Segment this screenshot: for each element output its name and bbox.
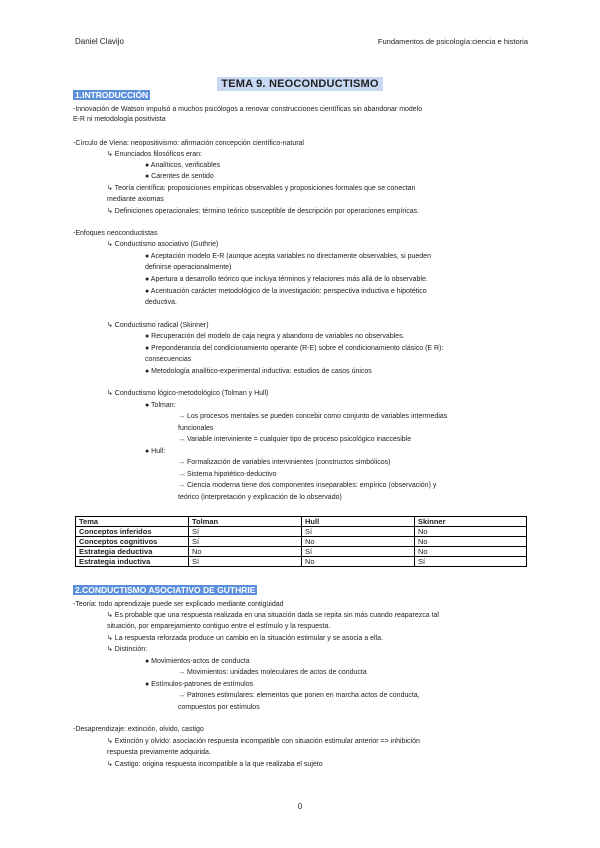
text-line: ● Analíticos, verificables [145,162,221,169]
text-line: ↳ Extinción y olvido: asociación respuesta incompatible con situación estimular anterior => inhibición [107,738,420,745]
table-cell: No [415,537,527,547]
table-cell: No [415,547,527,557]
table-cell: Conceptos cognitivos [76,537,189,547]
text-line: → Formalización de variables intervinientes (constructos simbólicos) [178,459,391,466]
table-header-cell: Tema [76,517,189,527]
text-line: ↳ Conductismo asociativo (Guthrie) [107,241,219,248]
table-header-cell: Hull [302,517,415,527]
text-line: ● Tolman: [145,402,176,409]
text-line: ● Movimientos-actos de conducta [145,658,250,665]
table-header-cell: Skinner [415,517,527,527]
text-line: ● Hull: [145,448,166,455]
comparison-table [75,516,527,567]
text-line: → Los procesos mentales se pueden concebir como conjunto de variables intermedias [178,413,448,420]
table-cell: No [415,527,527,537]
text-line: funcionales [178,425,214,432]
table-cell: Conceptos inferidos [76,527,189,537]
table-cell: Sí [302,547,415,557]
text-line: ↳ La respuesta reforzada produce un cambio en la situación estimular y se asocia a ella. [107,635,383,642]
table-cell: Estrategia deductiva [76,547,189,557]
table-row [76,527,527,537]
text-line: E-R ni metodología positivista [73,116,166,123]
text-line: ● Carentes de sentido [145,173,214,180]
text-line: -Círculo de Viena: neopositivismo: afirmación concepción científico-natural [73,140,304,147]
table-cell: No [302,557,415,567]
page-number: 0 [297,802,303,811]
text-line: ↳ Teoría científica: proposiciones empíricas observables y proposiciones formales que se conectan [107,185,416,192]
text-line: -Innovación de Watson impulsó a muchos psicólogos a renovar construcciones científicas sin abandonar modelo [73,106,423,113]
table-cell: Sí [189,537,302,547]
text-line: ● Apertura a desarrollo teórico que incluya términos y relaciones más allá de lo observable. [145,276,428,283]
text-line: ● Estímulos-patrones de estímulos [145,681,254,688]
text-line: → Sistema hipotético-deductivo [178,471,277,478]
text-line: -Enfoques neoconductistas [73,230,158,237]
table-row [76,557,527,567]
table-row [76,537,527,547]
table-cell: Sí [189,557,302,567]
text-line: respuesta previamente adquirida. [107,749,211,756]
text-line: ↳ Enunciados filosóficos eran: [107,151,202,158]
text-line: -Teoría: todo aprendizaje puede ser explicado mediante contigüidad [73,601,284,608]
text-line: ● Acentuación carácter metodológico de la investigación: perspectiva inductiva e hipotético [145,288,427,295]
table-header-row [76,517,527,527]
text-line: ↳ Castigo: origina respuesta incompatible a la que realizaba el sujeto [107,761,323,768]
page-title: TEMA 9. NEOCONDUCTISMO [217,77,382,91]
text-line: ↳ Definiciones operacionales: término teórico susceptible de descripción por operaciones empíricas. [107,208,420,215]
text-line: consecuencias [145,356,192,363]
text-line: ● Recuperación del modelo de caja negra y abandono de variables no observables. [145,333,405,340]
table-cell: No [302,537,415,547]
text-line: ↳ Es probable que una respuesta realizada en una situación dada se repita sin más cuando reaparezca tal [107,612,439,619]
table-cell: Estrategia inductiva [76,557,189,567]
text-line: → Movimientos: unidades moleculares de actos de conducta [178,669,367,676]
text-line: teórico (interpretación y explicación de lo observado) [178,494,342,501]
header-course: Fundamentos de psicología:ciencia e historia [377,37,528,46]
text-line: mediante axiomas [107,196,164,203]
text-line: deductiva. [145,299,177,306]
text-line: → Ciencia moderna tiene dos componentes inseparables: empírico (observación) y [178,482,437,489]
text-line: compuestos por estímulos [178,704,260,711]
table-row [76,547,527,557]
table-cell: Sí [189,527,302,537]
text-line: situación, por emparejamiento contiguo entre el estímulo y la respuesta. [107,623,331,630]
header-author: Daniel Clavijo [75,37,124,46]
text-line: → Patrones estimulares: elementos que ponen en marcha actos de conducta, [178,692,420,699]
text-line: ↳ Conductismo radical (Skinner) [107,322,209,329]
section-heading-guthrie: 2.CONDUCTISMO ASOCIATIVO DE GUTHRIE [75,585,256,595]
text-line: definirse operacionalmente) [145,264,232,271]
text-line: ● Aceptación modelo E-R (aunque acepta variables no directamente observables, si pueden [145,253,431,260]
table-cell: Sí [302,527,415,537]
text-line: ● Preponderancia del condicionamiento operante (R-E) sobre el condicionamiento clásico (E R): [145,345,444,352]
text-line: -Desaprendizaje: extinción, olvido, castigo [73,726,204,733]
text-line: ↳ Conductismo lógico-metodológico (Tolman y Hull) [107,390,269,397]
table-header-cell: Tolman [189,517,302,527]
table-cell: Sí [415,557,527,567]
section-heading-introduccion: 1.INTRODUCCIÓN [75,90,149,100]
text-line: ↳ Distinción: [107,646,148,653]
text-line: → Variable interviniente = cualquier tipo de proceso psicológico inaccesible [178,436,412,443]
text-line: ● Metodología analítico-experimental inductiva: estudios de casos únicos [145,368,372,375]
table-cell: No [189,547,302,557]
